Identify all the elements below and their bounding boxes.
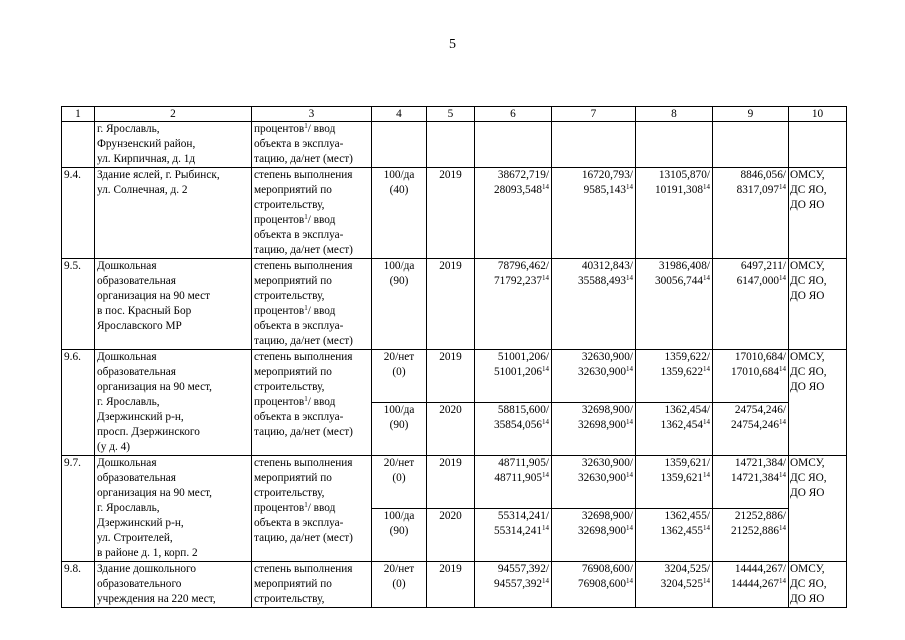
funding-c9 xyxy=(713,168,789,259)
cell-line: г. Ярославль, xyxy=(97,502,160,514)
cell-line: 1362,454$^{14}$ xyxy=(660,418,710,431)
funding-c6 xyxy=(475,562,552,608)
cell-line: в районе д. 1, корп. 2 xyxy=(97,547,198,559)
year: 2020 xyxy=(427,403,475,456)
item-number: 9.5. xyxy=(62,259,95,350)
empty-cell xyxy=(789,122,847,168)
cell-line: 32630,900/ xyxy=(581,351,633,363)
column-header-1: 1 xyxy=(62,107,95,122)
executors xyxy=(789,456,847,562)
cell-line: Дошкольная xyxy=(97,351,157,363)
cell-line: 21252,886$^{14}$ xyxy=(730,524,786,537)
cell-line: 6147,000$^{14}$ xyxy=(736,274,786,287)
cell-line: 32630,900/ xyxy=(581,457,633,469)
target-value xyxy=(372,509,427,562)
cell-line: образовательного xyxy=(97,578,182,590)
cell-line: Здание яслей, г. Рыбинск, xyxy=(97,169,220,181)
funding-c7 xyxy=(552,259,636,350)
cell-line: (у д. 4) xyxy=(97,441,131,453)
cell-line: 94557,392$^{14}$ xyxy=(493,577,549,590)
funding-c9 xyxy=(713,509,789,562)
funding-c8 xyxy=(636,259,713,350)
cell-line: 20/нет xyxy=(383,457,415,469)
cell-line: строительству, xyxy=(254,593,325,605)
funding-c8 xyxy=(636,168,713,259)
cell-line: 1362,455$^{14}$ xyxy=(660,524,710,537)
cell-line: ДС ЯО, xyxy=(790,366,827,378)
cell-line: 32698,900/ xyxy=(581,404,633,416)
object-name xyxy=(95,562,252,608)
funding-c6 xyxy=(475,168,552,259)
executors xyxy=(789,562,847,608)
cell-line: степень выполнения xyxy=(254,563,353,575)
funding-c6 xyxy=(475,350,552,403)
cell-line: (40) xyxy=(389,184,409,196)
column-header-9: 9 xyxy=(713,107,789,122)
column-header-2: 2 xyxy=(95,107,252,122)
cell-line: 1359,621$^{14}$ xyxy=(660,471,710,484)
cell-line: 40312,843/ xyxy=(581,260,633,272)
year: 2019 xyxy=(427,456,475,509)
funding-c7 xyxy=(552,403,636,456)
cell-line: 14444,267/ xyxy=(734,563,786,575)
cell-line: (0) xyxy=(392,578,406,590)
program-table xyxy=(61,106,847,608)
cell-line: мероприятий по xyxy=(254,275,332,287)
cell-line: 17010,684/ xyxy=(734,351,786,363)
cell-line: 32698,900/ xyxy=(581,510,633,522)
empty-cell xyxy=(372,122,427,168)
column-header-6: 6 xyxy=(475,107,552,122)
indicator xyxy=(252,350,372,456)
cell-line: 28093,548$^{14}$ xyxy=(493,183,549,196)
cell-line: тацию, да/нет (мест) xyxy=(254,153,353,165)
cell-line: 48711,905/ xyxy=(498,457,549,469)
cell-line: строительству, xyxy=(254,199,325,211)
cell-line: тацию, да/нет (мест) xyxy=(254,532,353,544)
cell-line: мероприятий по xyxy=(254,184,332,196)
cell-line: объекта в эксплуа- xyxy=(254,138,344,150)
column-header-5: 5 xyxy=(427,107,475,122)
table-row xyxy=(62,350,847,403)
cell-line: ОМСУ, xyxy=(790,169,825,181)
cell-line: 1359,622/ xyxy=(664,351,710,363)
funding-c8 xyxy=(636,350,713,403)
item-number: 9.6. xyxy=(62,350,95,456)
cell-line: ДО ЯО xyxy=(790,381,825,393)
funding-c7 xyxy=(552,509,636,562)
target-value xyxy=(372,350,427,403)
cell-line: ДО ЯО xyxy=(790,593,825,605)
cell-line: Дзержинский р-н, xyxy=(97,517,184,529)
cell-line: 9585,143$^{14}$ xyxy=(583,183,633,196)
cell-line: (90) xyxy=(389,419,409,431)
cell-line: ДС ЯО, xyxy=(790,472,827,484)
cell-line: степень выполнения xyxy=(254,169,353,181)
cell-line: 76908,600$^{14}$ xyxy=(577,577,633,590)
cell-line: 20/нет xyxy=(383,351,415,363)
column-header-4: 4 xyxy=(372,107,427,122)
funding-c8 xyxy=(636,403,713,456)
funding-c9 xyxy=(713,259,789,350)
funding-c9 xyxy=(713,456,789,509)
object-name xyxy=(95,350,252,456)
year: 2019 xyxy=(427,259,475,350)
executors xyxy=(789,168,847,259)
indicator xyxy=(252,456,372,562)
cell-line: 1359,621/ xyxy=(664,457,710,469)
cell-line: 8846,056/ xyxy=(740,169,786,181)
table-row xyxy=(62,168,847,259)
cell-line: 6497,211/ xyxy=(740,260,786,272)
cell-line: процентов$^1$/ ввод xyxy=(254,213,336,226)
cell-line: Ярославского МР xyxy=(97,320,182,332)
funding-c9 xyxy=(713,403,789,456)
cell-line: 100/да xyxy=(383,260,415,272)
column-header-10: 10 xyxy=(789,107,847,122)
object-name xyxy=(95,168,252,259)
cell-line: организация на 90 мест, xyxy=(97,381,212,393)
cell-line: учреждения на 220 мест, xyxy=(97,593,216,605)
target-value xyxy=(372,168,427,259)
executors xyxy=(789,350,847,456)
cell-line: организация на 90 мест xyxy=(97,290,211,302)
cell-line: 71792,237$^{14}$ xyxy=(493,274,549,287)
cell-line: 32630,900$^{14}$ xyxy=(577,365,633,378)
cell-line: 17010,684$^{14}$ xyxy=(730,365,786,378)
item-number: 9.8. xyxy=(62,562,95,608)
target-value xyxy=(372,456,427,509)
cell-line: 21252,886/ xyxy=(734,510,786,522)
cell-line: Дошкольная xyxy=(97,260,157,272)
object-name xyxy=(95,122,252,168)
funding-c6 xyxy=(475,456,552,509)
table-row xyxy=(62,456,847,509)
cell-line: 13105,870/ xyxy=(658,169,710,181)
cell-line: Здание дошкольного xyxy=(97,563,197,575)
cell-line: 48711,905$^{14}$ xyxy=(494,471,549,484)
item-number: 9.4. xyxy=(62,168,95,259)
empty-cell xyxy=(713,122,789,168)
funding-c7 xyxy=(552,350,636,403)
cell-line: 1359,622$^{14}$ xyxy=(660,365,710,378)
cell-line: 3204,525/ xyxy=(664,563,710,575)
cell-line: 38672,719/ xyxy=(497,169,549,181)
cell-line: тацию, да/нет (мест) xyxy=(254,335,353,347)
cell-line: 35588,493$^{14}$ xyxy=(577,274,633,287)
object-name xyxy=(95,456,252,562)
funding-c6 xyxy=(475,403,552,456)
column-header-3: 3 xyxy=(252,107,372,122)
funding-c9 xyxy=(713,562,789,608)
cell-line: ул. Солнечная, д. 2 xyxy=(97,184,188,196)
empty-cell xyxy=(427,122,475,168)
funding-c9 xyxy=(713,350,789,403)
cell-line: объекта в эксплуа- xyxy=(254,411,344,423)
cell-line: процентов$^1$/ ввод xyxy=(254,122,336,135)
cell-line: Фрунзенский район, xyxy=(97,138,196,150)
cell-line: строительству, xyxy=(254,487,325,499)
cell-line: тацию, да/нет (мест) xyxy=(254,426,353,438)
page-number: 5 xyxy=(449,37,456,52)
funding-c7 xyxy=(552,562,636,608)
cell-line: ОМСУ, xyxy=(790,457,825,469)
cell-line: 1362,454/ xyxy=(664,404,710,416)
empty-cell xyxy=(475,122,552,168)
cell-line: степень выполнения xyxy=(254,351,353,363)
cell-line: 31986,408/ xyxy=(658,260,710,272)
cell-line: объекта в эксплуа- xyxy=(254,320,344,332)
cell-line: 1362,455/ xyxy=(664,510,710,522)
indicator xyxy=(252,168,372,259)
cell-line: 55314,241/ xyxy=(497,510,549,522)
cell-line: Дошкольная xyxy=(97,457,157,469)
cell-line: 3204,525$^{14}$ xyxy=(660,577,710,590)
year: 2020 xyxy=(427,509,475,562)
empty-cell xyxy=(552,122,636,168)
cell-line: 8317,097$^{14}$ xyxy=(736,183,786,196)
cell-line: ДО ЯО xyxy=(790,290,825,302)
cell-line: 58815,600/ xyxy=(497,404,549,416)
cell-line: (0) xyxy=(392,472,406,484)
cell-line: 100/да xyxy=(383,169,415,181)
cell-line: образовательная xyxy=(97,472,177,484)
target-value xyxy=(372,259,427,350)
item-number xyxy=(62,122,95,168)
cell-line: ул. Строителей, xyxy=(97,532,173,544)
cell-line: 10191,308$^{14}$ xyxy=(654,183,710,196)
cell-line: процентов$^1$/ ввод xyxy=(254,395,336,408)
cell-line: ДС ЯО, xyxy=(790,275,827,287)
cell-line: тацию, да/нет (мест) xyxy=(254,244,353,256)
cell-line: 51001,206/ xyxy=(497,351,549,363)
column-header-7: 7 xyxy=(552,107,636,122)
cell-line: мероприятий по xyxy=(254,366,332,378)
continuation-row xyxy=(62,122,847,168)
cell-line: образовательная xyxy=(97,366,177,378)
cell-line: 94557,392/ xyxy=(497,563,549,575)
cell-line: ул. Кирпичная, д. 1д xyxy=(97,153,196,165)
cell-line: организация на 90 мест, xyxy=(97,487,212,499)
cell-line: г. Ярославль, xyxy=(97,123,160,135)
cell-line: 30056,744$^{14}$ xyxy=(654,274,710,287)
cell-line: 32698,900$^{14}$ xyxy=(577,524,633,537)
table-row xyxy=(62,259,847,350)
cell-line: (90) xyxy=(389,525,409,537)
cell-line: образовательная xyxy=(97,275,177,287)
cell-line: 100/да xyxy=(383,510,415,522)
funding-c8 xyxy=(636,456,713,509)
cell-line: ОМСУ, xyxy=(790,260,825,272)
cell-line: г. Ярославль, xyxy=(97,396,160,408)
cell-line: просп. Дзержинского xyxy=(97,426,200,438)
cell-line: процентов$^1$/ ввод xyxy=(254,501,336,514)
cell-line: Дзержинский р-н, xyxy=(97,411,184,423)
funding-c7 xyxy=(552,456,636,509)
cell-line: в пос. Красный Бор xyxy=(97,305,192,317)
cell-line: 14444,267$^{14}$ xyxy=(730,577,786,590)
cell-line: ДС ЯО, xyxy=(790,578,827,590)
cell-line: степень выполнения xyxy=(254,260,353,272)
cell-line: 24754,246/ xyxy=(734,404,786,416)
cell-line: 14721,384/ xyxy=(734,457,786,469)
cell-line: 51001,206$^{14}$ xyxy=(493,365,549,378)
funding-c8 xyxy=(636,562,713,608)
header-row xyxy=(62,107,847,122)
cell-line: 55314,241$^{14}$ xyxy=(493,524,549,537)
item-number: 9.7. xyxy=(62,456,95,562)
cell-line: ДО ЯО xyxy=(790,487,825,499)
cell-line: 14721,384$^{14}$ xyxy=(730,471,786,484)
funding-c6 xyxy=(475,259,552,350)
cell-line: строительству, xyxy=(254,290,325,302)
cell-line: ДС ЯО, xyxy=(790,184,827,196)
cell-line: 24754,246$^{14}$ xyxy=(730,418,786,431)
object-name xyxy=(95,259,252,350)
cell-line: объекта в эксплуа- xyxy=(254,229,344,241)
target-value xyxy=(372,562,427,608)
indicator xyxy=(252,259,372,350)
cell-line: 35854,056$^{14}$ xyxy=(493,418,549,431)
column-header-8: 8 xyxy=(636,107,713,122)
cell-line: строительству, xyxy=(254,381,325,393)
cell-line: мероприятий по xyxy=(254,472,332,484)
cell-line: 32630,900$^{14}$ xyxy=(577,471,633,484)
cell-line: ОМСУ, xyxy=(790,563,825,575)
funding-c7 xyxy=(552,168,636,259)
target-value xyxy=(372,403,427,456)
cell-line: 32698,900$^{14}$ xyxy=(577,418,633,431)
cell-line: 16720,793/ xyxy=(581,169,633,181)
cell-line: процентов$^1$/ ввод xyxy=(254,304,336,317)
indicator xyxy=(252,562,372,608)
year: 2019 xyxy=(427,350,475,403)
cell-line: (0) xyxy=(392,366,406,378)
cell-line: 100/да xyxy=(383,404,415,416)
cell-line: мероприятий по xyxy=(254,578,332,590)
cell-line: ДО ЯО xyxy=(790,199,825,211)
cell-line: 20/нет xyxy=(383,563,415,575)
cell-line: 76908,600/ xyxy=(581,563,633,575)
year: 2019 xyxy=(427,562,475,608)
cell-line: ОМСУ, xyxy=(790,351,825,363)
cell-line: (90) xyxy=(389,275,409,287)
empty-cell xyxy=(636,122,713,168)
funding-c6 xyxy=(475,509,552,562)
executors xyxy=(789,259,847,350)
funding-c8 xyxy=(636,509,713,562)
year: 2019 xyxy=(427,168,475,259)
cell-line: 78796,462/ xyxy=(497,260,549,272)
cell-line: объекта в эксплуа- xyxy=(254,517,344,529)
indicator xyxy=(252,122,372,168)
cell-line: степень выполнения xyxy=(254,457,353,469)
table-row xyxy=(62,562,847,608)
